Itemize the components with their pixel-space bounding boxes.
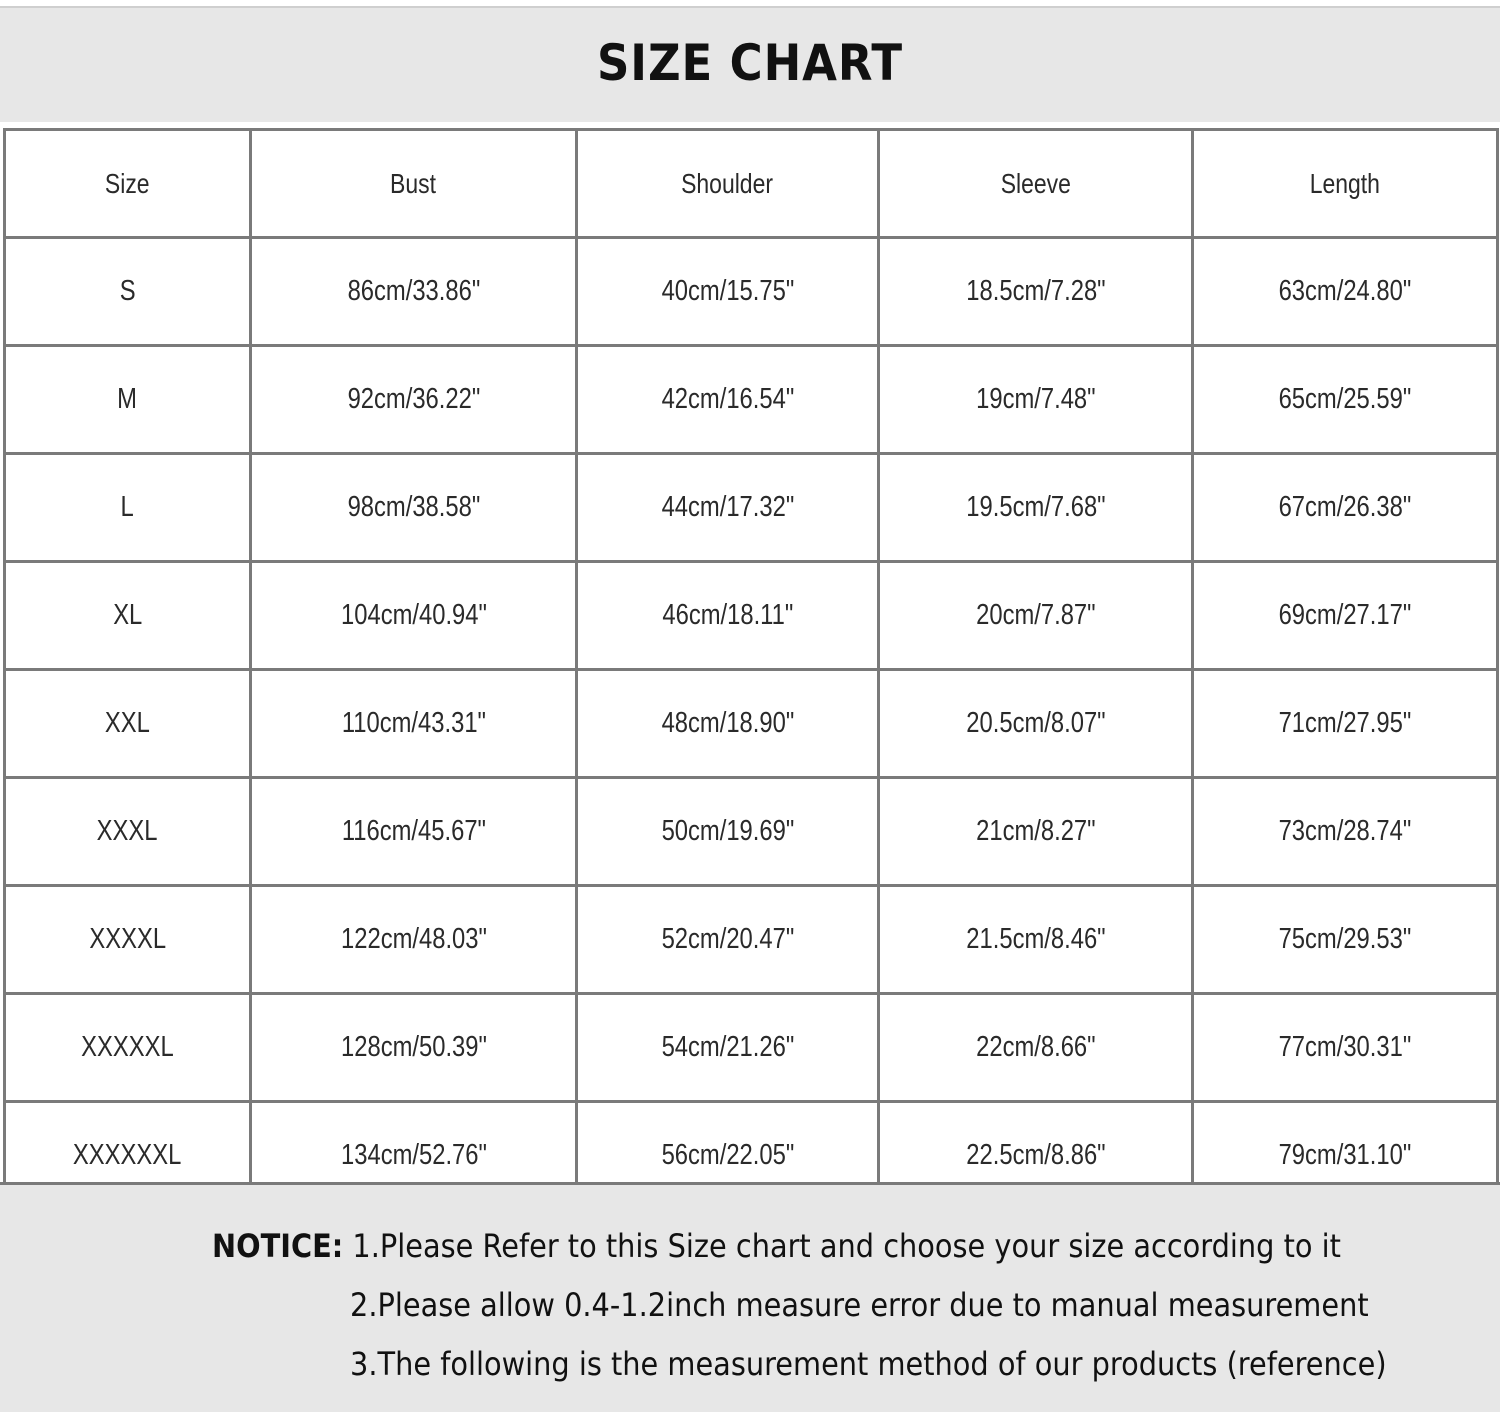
table-cell-shoulder: 54cm/21.26" — [577, 994, 879, 1102]
column-header-bust: Bust — [251, 130, 577, 238]
table-row — [5, 238, 1498, 346]
table-cell-bust: 128cm/50.39" — [251, 994, 577, 1102]
column-header-shoulder: Shoulder — [577, 130, 879, 238]
table-cell-sleeve: 20.5cm/8.07" — [879, 670, 1193, 778]
table-cell-sleeve: 20cm/7.87" — [879, 562, 1193, 670]
table-cell-length: 73cm/28.74" — [1193, 778, 1498, 886]
page-title: SIZE CHART — [596, 34, 904, 92]
table-cell-length: 75cm/29.53" — [1193, 886, 1498, 994]
table-cell-shoulder: 56cm/22.05" — [577, 1102, 879, 1210]
notice-panel — [0, 1182, 1500, 1412]
table-cell-sleeve: 19cm/7.48" — [879, 346, 1193, 454]
size-table-container — [3, 128, 1496, 1178]
table-cell-shoulder: 52cm/20.47" — [577, 886, 879, 994]
notice-text-2: 2.Please allow 0.4-1.2inch measure error due to manual measurement — [350, 1286, 1369, 1324]
table-cell-shoulder: 42cm/16.54" — [577, 346, 879, 454]
table-cell-length: 67cm/26.38" — [1193, 454, 1498, 562]
table-cell-size: M — [5, 346, 251, 454]
table-cell-length: 77cm/30.31" — [1193, 994, 1498, 1102]
size-table — [3, 128, 1499, 1211]
table-cell-sleeve: 22cm/8.66" — [879, 994, 1193, 1102]
table-cell-size: XL — [5, 562, 251, 670]
table-cell-size: L — [5, 454, 251, 562]
notice-text-3: 3.The following is the measurement method of our products (reference) — [350, 1345, 1387, 1383]
table-row — [5, 994, 1498, 1102]
table-cell-shoulder: 40cm/15.75" — [577, 238, 879, 346]
table-cell-bust: 122cm/48.03" — [251, 886, 577, 994]
table-row — [5, 454, 1498, 562]
table-row — [5, 562, 1498, 670]
table-cell-shoulder: 48cm/18.90" — [577, 670, 879, 778]
table-row — [5, 886, 1498, 994]
table-cell-bust: 104cm/40.94" — [251, 562, 577, 670]
table-cell-bust: 86cm/33.86" — [251, 238, 577, 346]
title-banner — [0, 6, 1500, 122]
table-row — [5, 670, 1498, 778]
table-body — [5, 238, 1498, 1210]
table-cell-shoulder: 50cm/19.69" — [577, 778, 879, 886]
table-cell-length: 65cm/25.59" — [1193, 346, 1498, 454]
notice-line-2 — [350, 1286, 1369, 1324]
table-cell-size: XXL — [5, 670, 251, 778]
table-row — [5, 778, 1498, 886]
table-cell-shoulder: 44cm/17.32" — [577, 454, 879, 562]
table-cell-size: S — [5, 238, 251, 346]
table-cell-length: 71cm/27.95" — [1193, 670, 1498, 778]
table-cell-size: XXXXXXL — [5, 1102, 251, 1210]
table-cell-size: XXXXL — [5, 886, 251, 994]
table-cell-bust: 116cm/45.67" — [251, 778, 577, 886]
notice-label: NOTICE: — [212, 1227, 344, 1265]
table-cell-sleeve: 22.5cm/8.86" — [879, 1102, 1193, 1210]
table-cell-bust: 110cm/43.31" — [251, 670, 577, 778]
table-cell-length: 79cm/31.10" — [1193, 1102, 1498, 1210]
table-cell-sleeve: 21cm/8.27" — [879, 778, 1193, 886]
table-cell-length: 63cm/24.80" — [1193, 238, 1498, 346]
table-cell-bust: 98cm/38.58" — [251, 454, 577, 562]
notice-text-1: 1.Please Refer to this Size chart and choose your size according to it — [352, 1227, 1341, 1265]
table-cell-bust: 92cm/36.22" — [251, 346, 577, 454]
table-row — [5, 346, 1498, 454]
table-header-row — [5, 130, 1498, 238]
column-header-size: Size — [5, 130, 251, 238]
table-cell-shoulder: 46cm/18.11" — [577, 562, 879, 670]
table-cell-size: XXXXXL — [5, 994, 251, 1102]
table-cell-sleeve: 21.5cm/8.46" — [879, 886, 1193, 994]
column-header-length: Length — [1193, 130, 1498, 238]
table-cell-size: XXXL — [5, 778, 251, 886]
column-header-sleeve: Sleeve — [879, 130, 1193, 238]
notice-line-3 — [350, 1345, 1387, 1383]
notice-line-1 — [212, 1227, 1341, 1265]
table-cell-sleeve: 18.5cm/7.28" — [879, 238, 1193, 346]
table-cell-sleeve: 19.5cm/7.68" — [879, 454, 1193, 562]
table-cell-bust: 134cm/52.76" — [251, 1102, 577, 1210]
table-cell-length: 69cm/27.17" — [1193, 562, 1498, 670]
